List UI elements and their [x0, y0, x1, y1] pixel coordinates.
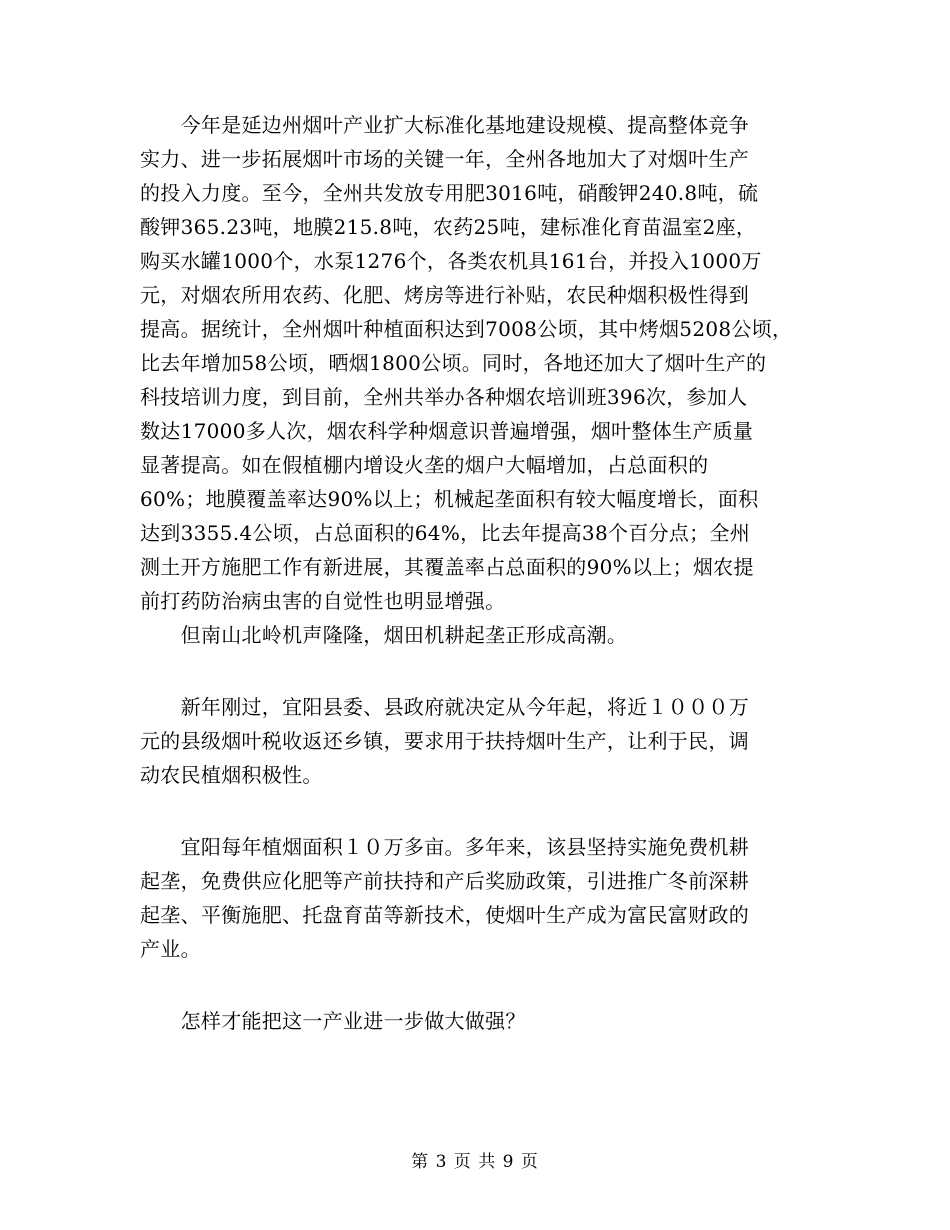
text-line: 元，对烟农所用农药、化肥、烤房等进行补贴，农民种烟积极性得到 — [140, 283, 749, 307]
text-line: 60%；地膜覆盖率达90%以上；机械起垄面积有较大幅度增长，面积 — [140, 487, 759, 511]
body-text — [140, 108, 820, 1038]
text-line: 怎样才能把这一产业进一步做大做强？ — [140, 1009, 526, 1033]
text-line: 产业。 — [140, 937, 201, 961]
text-line: 比去年增加58公顷，晒烟1800公顷。同时，各地还加大了烟叶生产的 — [140, 351, 767, 375]
text-line: 的投入力度。至今，全州共发放专用肥3016吨，硝酸钾240.8吨，硫 — [140, 181, 759, 205]
paragraph-gap — [140, 792, 820, 830]
text-line: 达到3355.4公顷，占总面积的64%，比去年提高38个百分点；全州 — [140, 521, 751, 545]
paragraph-gap — [140, 652, 820, 690]
text-line: 测土开方施肥工作有新进展，其覆盖率占总面积的90%以上；烟农提 — [140, 555, 754, 579]
text-line: 科技培训力度，到目前，全州共举办各种烟农培训班396次，参加人 — [140, 385, 748, 409]
text-line: 数达17000多人次，烟农科学种烟意识普遍增强，烟叶整体生产质量 — [140, 419, 754, 443]
text-line: 元的县级烟叶税收返还乡镇，要求用于扶持烟叶生产，让利于民，调 — [140, 729, 749, 753]
text-line: 实力、进一步拓展烟叶市场的关键一年，全州各地加大了对烟叶生产 — [140, 147, 749, 171]
text-line: 宜阳每年植烟面积１０万多亩。多年来，该县坚持实施免费机耕 — [140, 835, 749, 859]
text-line: 显著提高。如在假植棚内增设火垄的烟户大幅增加，占总面积的 — [140, 453, 709, 477]
text-line: 前打药防治病虫害的自觉性也明显增强。 — [140, 589, 506, 613]
text-line: 起垄、平衡施肥、托盘育苗等新技术，使烟叶生产成为富民富财政的 — [140, 903, 749, 927]
text-line: 今年是延边州烟叶产业扩大标准化基地建设规模、提高整体竞争 — [140, 113, 749, 137]
paragraph-gap — [140, 966, 820, 1004]
text-line: 提高。据统计，全州烟叶种植面积达到7008公顷，其中烤烟5208公顷， — [140, 317, 793, 341]
text-line: 起垄，免费供应化肥等产前扶持和产后奖励政策，引进推广冬前深耕 — [140, 869, 749, 893]
text-line: 动农民植烟积极性。 — [140, 763, 323, 787]
text-line: 新年刚过，宜阳县委、县政府就决定从今年起，将近１０００万 — [140, 695, 749, 719]
text-line: 购买水罐1000个，水泵1276个，各类农机具161台，并投入1000万 — [140, 249, 762, 273]
text-line: 酸钾365.23吨，地膜215.8吨，农药25吨，建标准化育苗温室2座， — [140, 215, 757, 239]
page-footer: 第 3 页 共 9 页 — [411, 1152, 539, 1172]
text-line: 但南山北岭机声隆隆，烟田机耕起垄正形成高潮。 — [140, 623, 628, 647]
